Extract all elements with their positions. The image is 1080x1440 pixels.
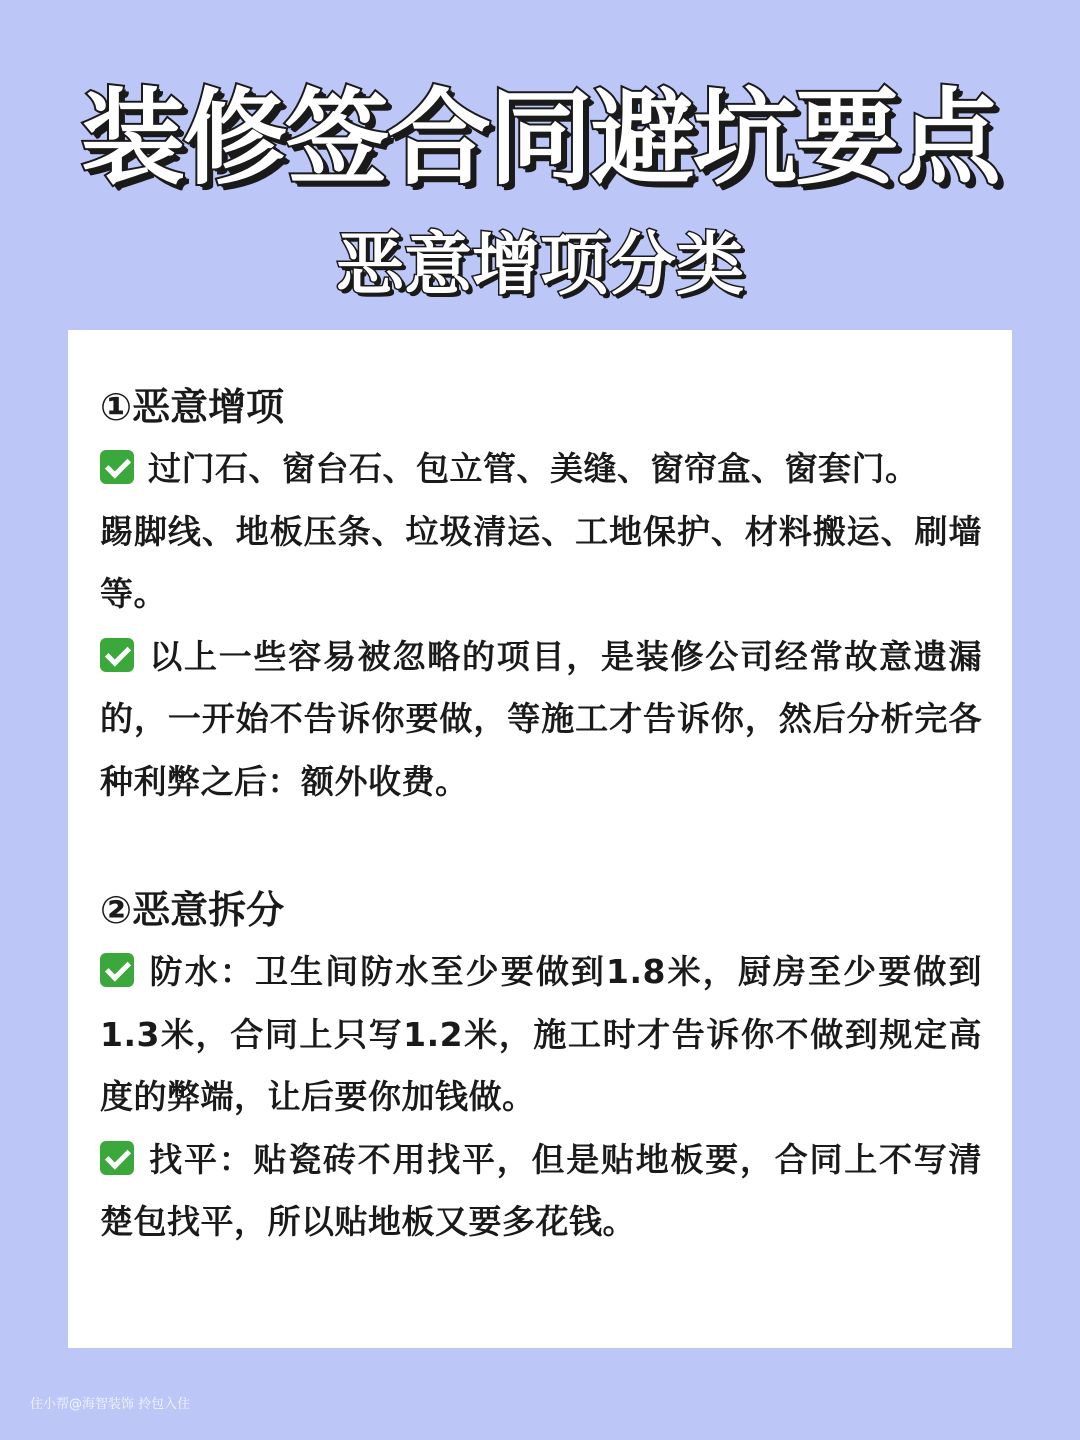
page-title: 装修签合同避坑要点 bbox=[80, 77, 999, 199]
paragraph bbox=[100, 438, 982, 501]
section-heading: ①恶意增项 bbox=[100, 385, 285, 429]
check-mark-icon bbox=[100, 1141, 134, 1175]
paragraph-text: 以上一些容易被忽略的项目，是装修公司经常故意遗漏的，一开始不告诉你要做，等施工才告诉你，然后分析完各种利弊之后：额外收费。 bbox=[100, 636, 982, 801]
check-mark-icon bbox=[100, 450, 134, 484]
paragraph bbox=[100, 626, 982, 814]
section-heading: ②恶意拆分 bbox=[100, 888, 285, 932]
page-subtitle: 恶意增项分类 bbox=[335, 226, 744, 305]
check-mark-icon bbox=[100, 638, 134, 672]
paragraph-text: 防水：卫生间防水至少要做到1.8米，厨房至少要做到1.3米，合同上只写1.2米，施工时才告诉你不做到规定高度的弊端，让后要你加钱做。 bbox=[100, 952, 982, 1116]
section-malicious-additions bbox=[100, 376, 982, 813]
paragraph bbox=[100, 1129, 982, 1254]
paragraph bbox=[100, 941, 982, 1129]
section-spacer bbox=[100, 813, 982, 879]
paragraph-text: 踢脚线、地板压条、垃圾清运、工地保护、材料搬运、刷墙等。 bbox=[100, 511, 982, 613]
section-malicious-splitting bbox=[100, 879, 982, 1254]
watermark: 住小帮@海智装饰 拎包入住 bbox=[30, 1397, 191, 1412]
paragraph-text: 找平：贴瓷砖不用找平，但是贴地板要，合同上不写清楚包找平，所以贴地板又要多花钱。 bbox=[100, 1139, 982, 1241]
check-mark-icon bbox=[100, 953, 134, 987]
content-card bbox=[68, 330, 1012, 1348]
paragraph bbox=[100, 501, 982, 626]
paragraph-text: 过门石、窗台石、包立管、美缝、窗帘盒、窗套门。 bbox=[148, 449, 919, 488]
